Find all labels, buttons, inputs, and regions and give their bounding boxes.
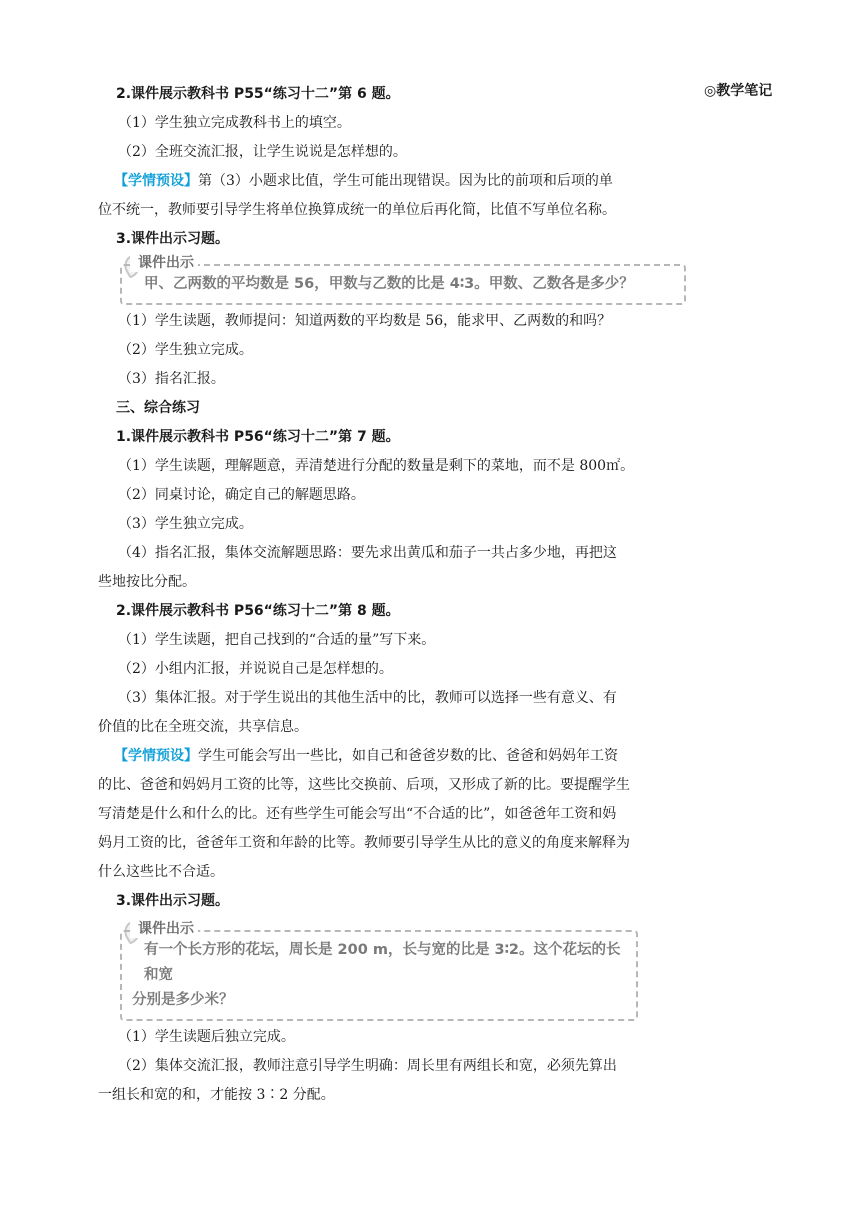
prediction-text: 第（3）小题求比值，学生可能出现错误。因为比的前项和后项的单 [198, 173, 613, 189]
courseware-line: 有一个长方形的花坛，周长是 200 m，长与宽的比是 3∶2。这个花坛的长和宽 [144, 942, 621, 983]
prediction-tag: 【学情预设】 [114, 748, 198, 764]
prediction-text-cont: 的比、爸爸和妈妈月工资的比等，这些比交换前、后项，又形成了新的比。要提醒学生 [98, 777, 630, 793]
courseware-tag: 课件出示 [130, 918, 198, 938]
step-item: （2）全班交流汇报，让学生说说是怎样想的。 [118, 144, 407, 160]
exercise-heading: 1.课件展示教科书 P56“练习十二”第 7 题。 [116, 429, 400, 445]
prediction-text-cont: 位不统一，教师要引导学生将单位换算成统一的单位后再化简，比值不写单位名称。 [98, 202, 616, 218]
teaching-notes-label: ◎教学笔记 [704, 83, 773, 99]
prediction-text-cont: 写清楚是什么和什么的比。还有些学生可能会写出“不合适的比”，如爸爸年工资和妈 [98, 806, 617, 822]
courseware-box [120, 255, 686, 305]
step-item: （1）学生读题，把自己找到的“合适的量”写下来。 [118, 632, 436, 648]
step-item: （2）同桌讨论，确定自己的解题思路。 [118, 487, 365, 503]
exercise-heading: 3.课件出示习题。 [116, 893, 230, 909]
step-item: （2）小组内汇报，并说说自己是怎样想的。 [118, 661, 393, 677]
step-item: （4）指名汇报，集体交流解题思路：要先求出黄瓜和茄子一共占多少地，再把这 [118, 545, 617, 561]
step-item-cont: 一组长和宽的和，才能按 3∶2 分配。 [98, 1087, 335, 1103]
courseware-text [120, 930, 638, 1021]
step-item: （1）学生读题，理解题意，弄清楚进行分配的数量是剩下的菜地，而不是 800㎡。 [118, 458, 635, 474]
courseware-tag: 课件出示 [130, 252, 198, 272]
learning-prediction [114, 167, 664, 196]
step-item: （2）学生独立完成。 [118, 342, 253, 358]
exercise-heading: 2.课件展示教科书 P56“练习十二”第 8 题。 [116, 603, 400, 619]
prediction-text: 学生可能会写出一些比，如自己和爸爸岁数的比、爸爸和妈妈年工资 [198, 748, 618, 764]
prediction-text-cont: 什么这些比不合适。 [98, 864, 224, 880]
content [98, 80, 664, 1110]
step-item-cont: 些地按比分配。 [98, 574, 196, 590]
step-item: （2）集体交流汇报，教师注意引导学生明确：周长里有两组长和宽，必须先算出 [118, 1058, 617, 1074]
prediction-tag: 【学情预设】 [114, 173, 198, 189]
prediction-text-cont: 妈月工资的比，爸爸年工资和年龄的比等。教师要引导学生从比的意义的角度来解释为 [98, 835, 630, 851]
courseware-text: 甲、乙两数的平均数是 56，甲数与乙数的比是 4∶3。甲数、乙数各是多少？ [120, 264, 686, 305]
step-item: （1）学生独立完成教科书上的填空。 [118, 115, 351, 131]
step-item-cont: 价值的比在全班交流，共享信息。 [98, 719, 308, 735]
step-item: （1）学生读题后独立完成。 [118, 1029, 295, 1045]
learning-prediction [114, 742, 664, 771]
step-item: （3）学生独立完成。 [118, 516, 253, 532]
courseware-box [120, 921, 638, 1021]
section-title: 三、综合练习 [116, 400, 200, 416]
step-item: （3）集体汇报。对于学生说出的其他生活中的比，教师可以选择一些有意义、有 [118, 690, 617, 706]
exercise-heading: 3.课件出示习题。 [116, 231, 230, 247]
step-item: （3）指名汇报。 [118, 371, 225, 387]
exercise-heading: 2.课件展示教科书 P55“练习十二”第 6 题。 [116, 86, 400, 102]
courseware-line: 分别是多少米？ [132, 992, 234, 1008]
step-item: （1）学生读题，教师提问：知道两数的平均数是 56，能求甲、乙两数的和吗？ [118, 313, 612, 329]
